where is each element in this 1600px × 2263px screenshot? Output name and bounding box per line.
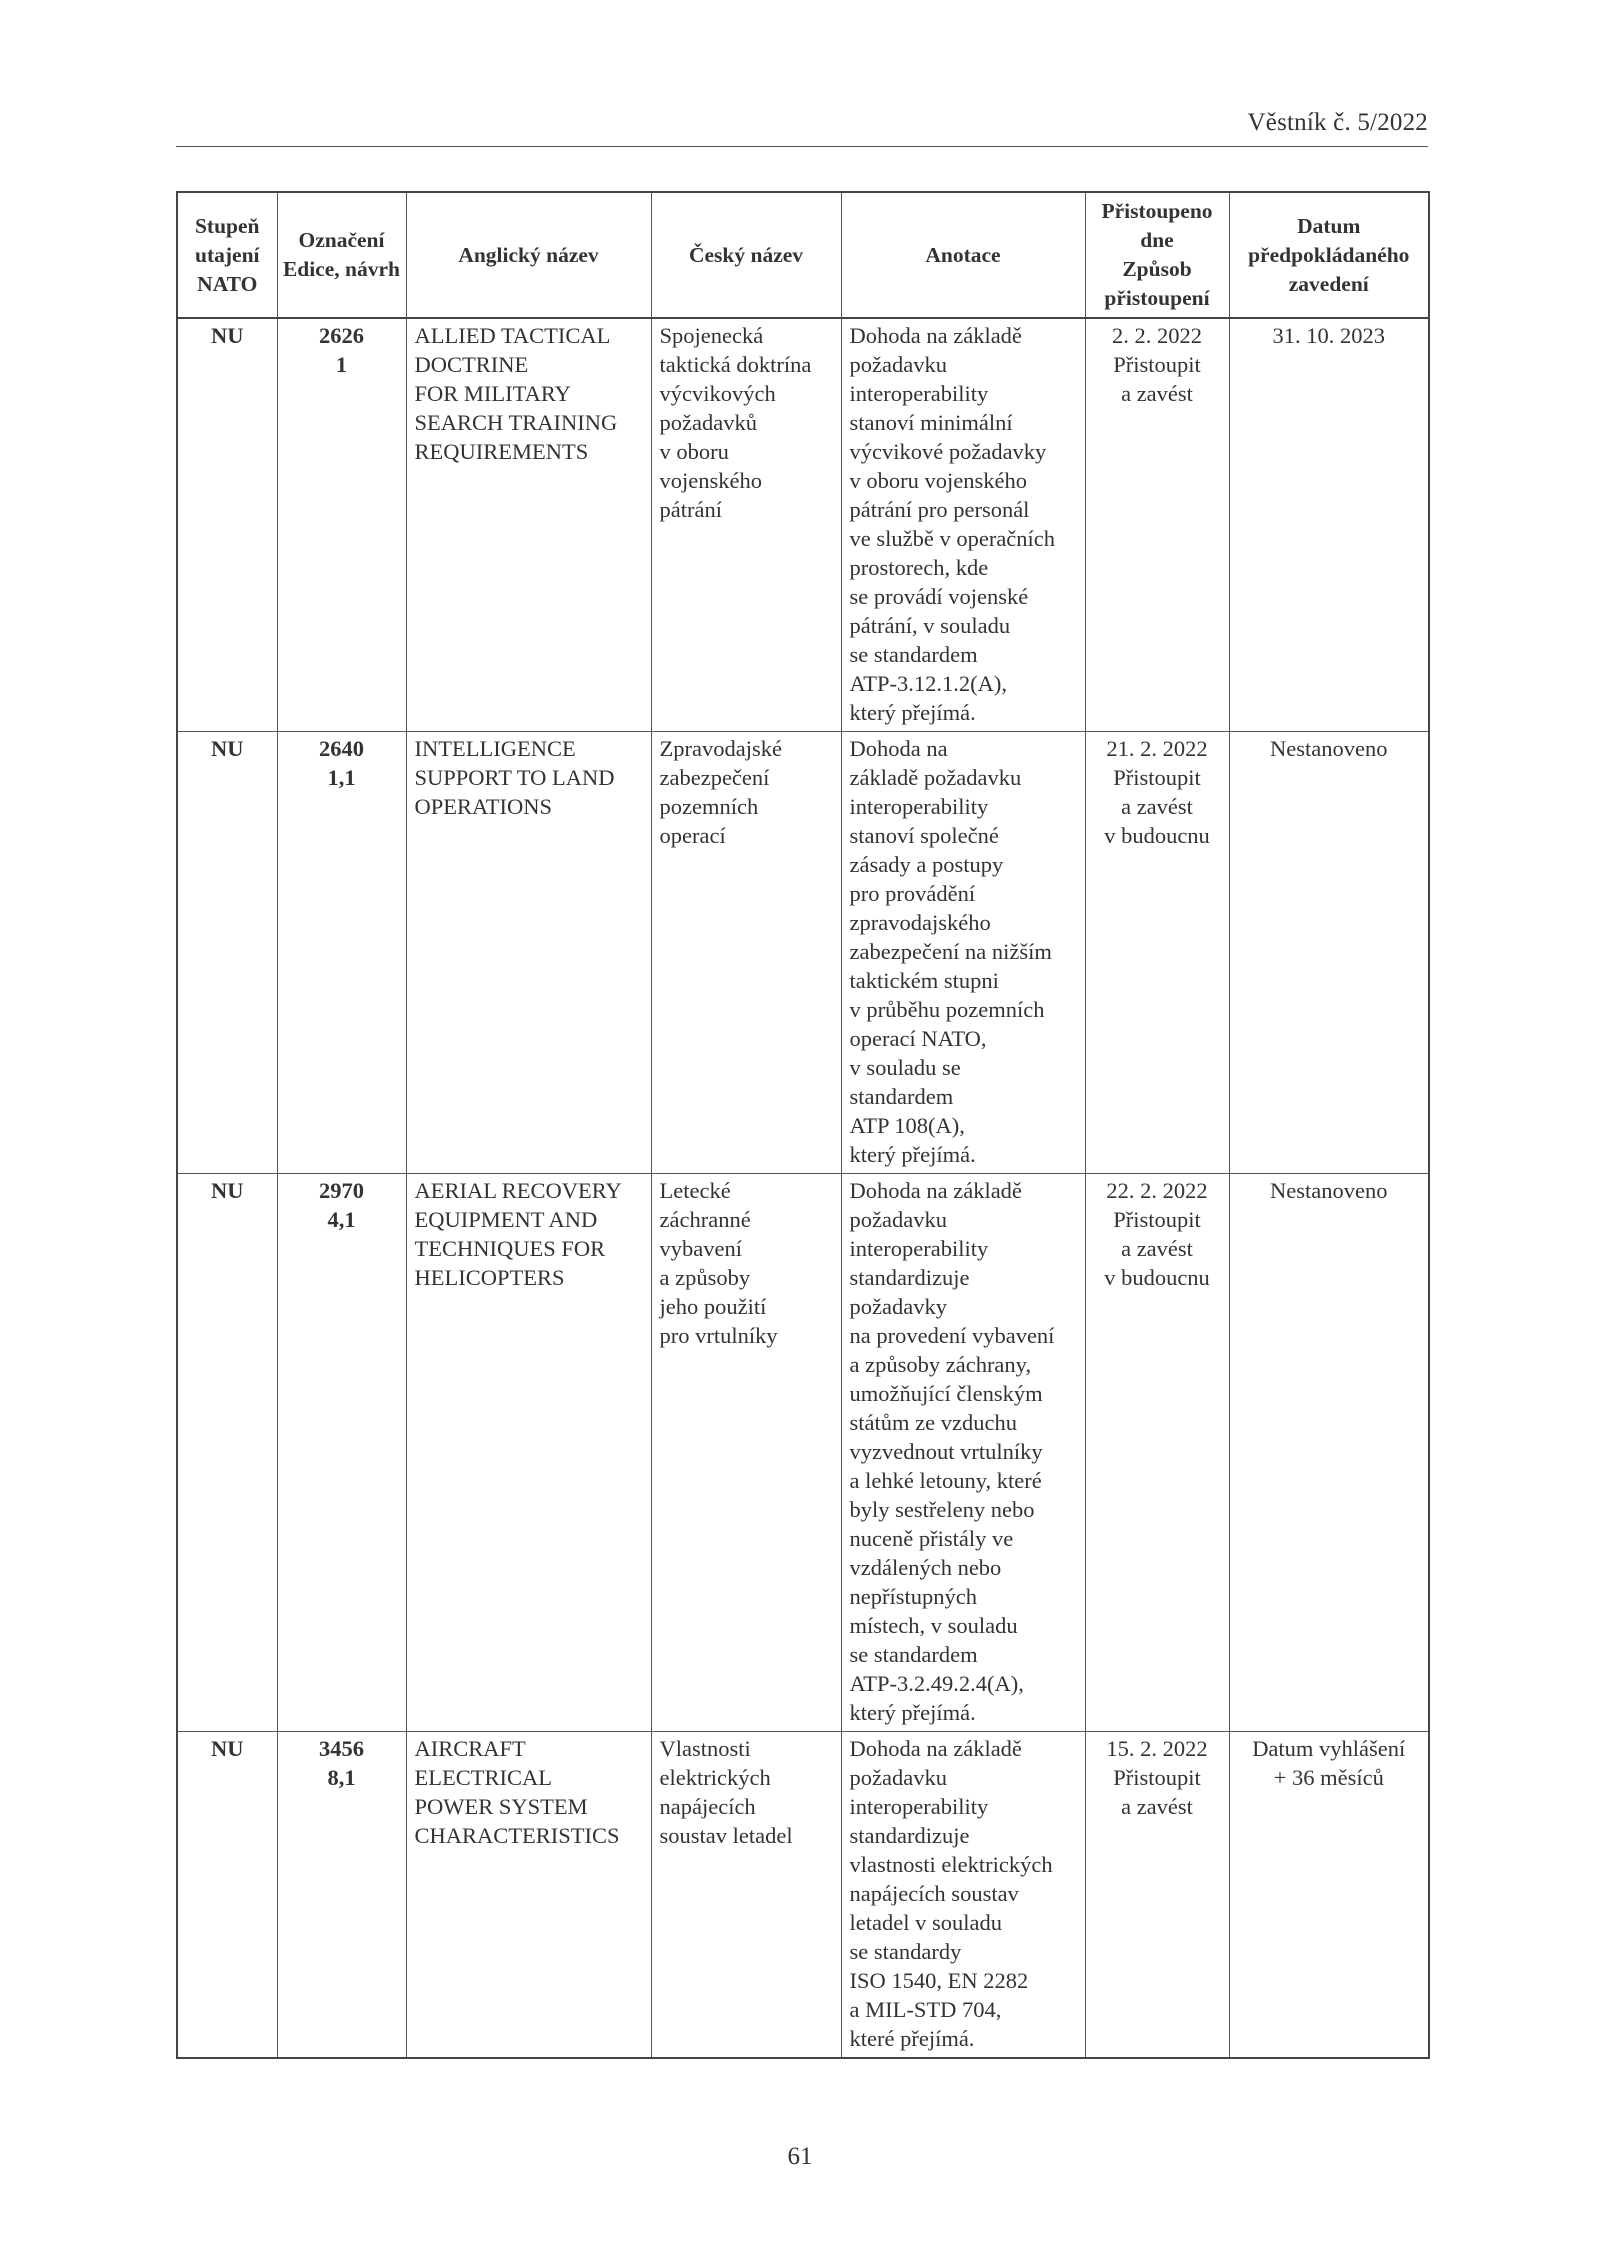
cell-line: interoperability — [849, 1794, 989, 1819]
header-line: zavedení — [1288, 271, 1369, 296]
header-line: Stupeň — [194, 213, 260, 238]
header-accession — [1085, 192, 1229, 318]
cell-line: státům ze vzduchu — [849, 1410, 1017, 1435]
cell-line: požadavky — [849, 1294, 947, 1319]
cell-line: REQUIREMENTS — [414, 439, 589, 464]
cell-line: operací — [659, 823, 726, 848]
cell-line: DOCTRINE — [414, 352, 529, 377]
cell-line: pozemních — [659, 794, 759, 819]
cell-line: EQUIPMENT AND — [414, 1207, 598, 1232]
table-body — [177, 318, 1429, 2058]
cell-line: záchranné — [659, 1207, 751, 1232]
cell-line: nuceně přistály ve — [849, 1526, 1014, 1551]
cell-line: vyzvednout vrtulníky — [849, 1439, 1043, 1464]
cell-line: požadavku — [849, 352, 947, 377]
cell-designation — [277, 1174, 406, 1732]
cell-accession — [1085, 1174, 1229, 1732]
header-line: Označení — [298, 228, 385, 252]
cell-line: požadavku — [849, 1765, 947, 1790]
cell-line: ATP-3.2.49.2.4(A), — [849, 1671, 1024, 1696]
cell-english-title — [406, 318, 651, 732]
page-number: 61 — [787, 2143, 813, 2170]
cell-line: Nestanoveno — [1270, 736, 1388, 761]
cell-line: se standardem — [849, 1642, 978, 1667]
header-line: dne — [1140, 228, 1174, 252]
header-line: předpokládaného — [1248, 242, 1410, 267]
cell-line: 2640 — [319, 736, 364, 761]
cell-line: SEARCH TRAINING — [414, 410, 618, 435]
cell-line: elektrických — [659, 1765, 771, 1790]
cell-implementation-date — [1229, 1174, 1429, 1732]
header-line: NATO — [197, 271, 258, 296]
cell-line: Zpravodajské — [659, 736, 782, 761]
cell-line: Dohoda na základě — [849, 1178, 1022, 1203]
table-row — [177, 1732, 1429, 2059]
header-line: Datum — [1297, 213, 1361, 238]
cell-line: prostorech, kde — [849, 555, 989, 580]
cell-annotation — [841, 318, 1085, 732]
cell-line: soustav letadel — [659, 1823, 793, 1848]
cell-line: pátrání, v souladu — [849, 613, 1011, 638]
cell-line: a MIL-STD 704, — [849, 1997, 1002, 2022]
cell-line: TECHNIQUES FOR — [414, 1236, 606, 1261]
cell-line: základě požadavku — [849, 765, 1022, 790]
cell-line: jeho použití — [659, 1294, 767, 1319]
header-line: utajení — [195, 242, 260, 267]
cell-accession — [1085, 1732, 1229, 2059]
cell-line: ATP-3.12.1.2(A), — [849, 671, 1007, 696]
cell-line: Přistoupit — [1113, 765, 1201, 790]
cell-line: umožňující členským — [849, 1381, 1043, 1406]
cell-line: OPERATIONS — [414, 794, 553, 819]
cell-line: byly sestřeleny nebo — [849, 1497, 1035, 1522]
cell-line: interoperability — [849, 381, 989, 406]
header-line: přistoupení — [1104, 286, 1210, 310]
cell-annotation — [841, 732, 1085, 1174]
cell-line: zásady a postupy — [849, 852, 1004, 877]
cell-annotation — [841, 1174, 1085, 1732]
header-line: Anglický název — [458, 242, 599, 267]
cell-line: 2970 — [319, 1178, 364, 1203]
cell-line: Přistoupit — [1113, 352, 1201, 377]
cell-line: a zavést — [1121, 794, 1193, 819]
header-line: Anotace — [925, 242, 1001, 267]
cell-english-title — [406, 1174, 651, 1732]
cell-line: 21. 2. 2022 — [1106, 736, 1208, 761]
cell-line: AERIAL RECOVERY — [414, 1178, 622, 1203]
cell-line: Vlastnosti — [659, 1736, 751, 1761]
header-english-title — [406, 192, 651, 318]
cell-line: se standardy — [849, 1939, 962, 1964]
cell-line: který přejímá. — [849, 1700, 976, 1725]
cell-english-title — [406, 732, 651, 1174]
cell-line: Datum vyhlášení — [1252, 1736, 1406, 1761]
header-line: Přistoupeno — [1101, 199, 1213, 223]
table-row — [177, 732, 1429, 1174]
header-line: Český název — [688, 242, 804, 267]
cell-line: 8,1 — [327, 1765, 356, 1790]
cell-line: napájecích — [659, 1794, 756, 1819]
cell-line: zpravodajského — [849, 910, 991, 935]
cell-line: Dohoda na základě — [849, 1736, 1022, 1761]
cell-accession — [1085, 732, 1229, 1174]
cell-designation — [277, 732, 406, 1174]
cell-line: v budoucnu — [1104, 823, 1210, 848]
cell-line: CHARACTERISTICS — [414, 1823, 620, 1848]
cell-line: taktickém stupni — [849, 968, 999, 993]
cell-annotation — [841, 1732, 1085, 2059]
cell-classification: NU — [177, 1174, 277, 1732]
cell-line: požadavku — [849, 1207, 947, 1232]
cell-czech-title — [651, 732, 841, 1174]
cell-line: pro provádění — [849, 881, 976, 906]
cell-line: Spojenecká — [659, 323, 764, 348]
cell-line: ALLIED TACTICAL — [414, 323, 611, 348]
standards-table — [176, 191, 1430, 2059]
header-classification — [177, 192, 277, 318]
cell-line: pátrání pro personál — [849, 497, 1030, 522]
cell-line: standardizuje — [849, 1823, 970, 1848]
cell-line: místech, v souladu — [849, 1613, 1018, 1638]
cell-implementation-date — [1229, 1732, 1429, 2059]
cell-line: výcvikových — [659, 381, 776, 406]
cell-line: Dohoda na — [849, 736, 948, 761]
cell-line: stanoví minimální — [849, 410, 1013, 435]
cell-line: ATP 108(A), — [849, 1113, 965, 1138]
header-line: Způsob — [1122, 257, 1192, 281]
table-row — [177, 318, 1429, 732]
cell-line: nepřístupných — [849, 1584, 977, 1609]
cell-line: zabezpečení — [659, 765, 770, 790]
header-rule — [176, 146, 1428, 147]
cell-line: ISO 1540, EN 2282 — [849, 1968, 1029, 1993]
header-implementation-date — [1229, 192, 1429, 318]
cell-line: HELICOPTERS — [414, 1265, 565, 1290]
cell-line: Nestanoveno — [1270, 1178, 1388, 1203]
cell-line: a způsoby — [659, 1265, 751, 1290]
cell-line: operací NATO, — [849, 1026, 987, 1051]
cell-line: požadavků — [659, 410, 757, 435]
cell-accession — [1085, 318, 1229, 732]
cell-classification: NU — [177, 1732, 277, 2059]
cell-line: standardizuje — [849, 1265, 970, 1290]
cell-line: který přejímá. — [849, 700, 976, 725]
cell-designation — [277, 318, 406, 732]
cell-line: FOR MILITARY — [414, 381, 571, 406]
header-line: Edice, návrh — [282, 257, 401, 281]
cell-line: v oboru vojenského — [849, 468, 1027, 493]
cell-line: v průběhu pozemních — [849, 997, 1045, 1022]
cell-line: a způsoby záchrany, — [849, 1352, 1032, 1377]
cell-designation — [277, 1732, 406, 2059]
cell-line: v souladu se — [849, 1055, 961, 1080]
cell-line: v budoucnu — [1104, 1265, 1210, 1290]
cell-line: a lehké letouny, které — [849, 1468, 1042, 1493]
cell-line: vzdálených nebo — [849, 1555, 1002, 1580]
cell-line: AIRCRAFT — [414, 1736, 526, 1761]
cell-line: zabezpečení na nižším — [849, 939, 1052, 964]
cell-line: vlastnosti elektrických — [849, 1852, 1053, 1877]
cell-czech-title — [651, 1732, 841, 2059]
cell-line: 31. 10. 2023 — [1272, 323, 1385, 348]
cell-line: a zavést — [1121, 381, 1193, 406]
cell-line: se provádí vojenské — [849, 584, 1029, 609]
cell-line: 22. 2. 2022 — [1106, 1178, 1208, 1203]
table-header-row — [177, 192, 1429, 318]
cell-line: + 36 měsíců — [1273, 1765, 1384, 1790]
cell-line: INTELLIGENCE — [414, 736, 576, 761]
cell-line: které přejímá. — [849, 2026, 975, 2051]
header-annotation — [841, 192, 1085, 318]
running-head: Věstník č. 5/2022 — [1247, 109, 1428, 136]
cell-line: a zavést — [1121, 1794, 1193, 1819]
cell-line: 1,1 — [327, 765, 356, 790]
cell-implementation-date — [1229, 318, 1429, 732]
cell-line: a zavést — [1121, 1236, 1193, 1261]
cell-line: 3456 — [319, 1736, 364, 1761]
cell-line: Přistoupit — [1113, 1765, 1201, 1790]
cell-line: POWER SYSTEM — [414, 1794, 588, 1819]
cell-line: pátrání — [659, 497, 722, 522]
cell-line: letadel v souladu — [849, 1910, 1002, 1935]
cell-implementation-date — [1229, 732, 1429, 1174]
cell-line: 15. 2. 2022 — [1106, 1736, 1208, 1761]
cell-line: interoperability — [849, 1236, 989, 1261]
cell-line: interoperability — [849, 794, 989, 819]
cell-czech-title — [651, 318, 841, 732]
cell-line: Přistoupit — [1113, 1207, 1201, 1232]
cell-line: se standardem — [849, 642, 978, 667]
cell-czech-title — [651, 1174, 841, 1732]
cell-line: 1 — [335, 352, 348, 377]
cell-line: pro vrtulníky — [659, 1323, 778, 1348]
cell-line: taktická doktrína — [659, 352, 812, 377]
cell-line: vybavení — [659, 1236, 742, 1261]
cell-classification: NU — [177, 732, 277, 1174]
cell-line: 2. 2. 2022 — [1112, 323, 1202, 348]
cell-line: ve službě v operačních — [849, 526, 1056, 551]
cell-line: Dohoda na základě — [849, 323, 1022, 348]
cell-line: SUPPORT TO LAND — [414, 765, 615, 790]
header-designation — [277, 192, 406, 318]
cell-line: Letecké — [659, 1178, 731, 1203]
table-row — [177, 1174, 1429, 1732]
cell-line: ELECTRICAL — [414, 1765, 552, 1790]
header-czech-title — [651, 192, 841, 318]
cell-line: na provedení vybavení — [849, 1323, 1055, 1348]
cell-line: 2626 — [319, 323, 364, 348]
cell-classification: NU — [177, 318, 277, 732]
cell-line: vojenského — [659, 468, 762, 493]
cell-line: výcvikové požadavky — [849, 439, 1047, 464]
cell-line: 4,1 — [327, 1207, 356, 1232]
cell-line: který přejímá. — [849, 1142, 976, 1167]
cell-line: v oboru — [659, 439, 729, 464]
cell-line: stanoví společné — [849, 823, 999, 848]
cell-line: standardem — [849, 1084, 954, 1109]
cell-english-title — [406, 1732, 651, 2059]
cell-line: napájecích soustav — [849, 1881, 1019, 1906]
